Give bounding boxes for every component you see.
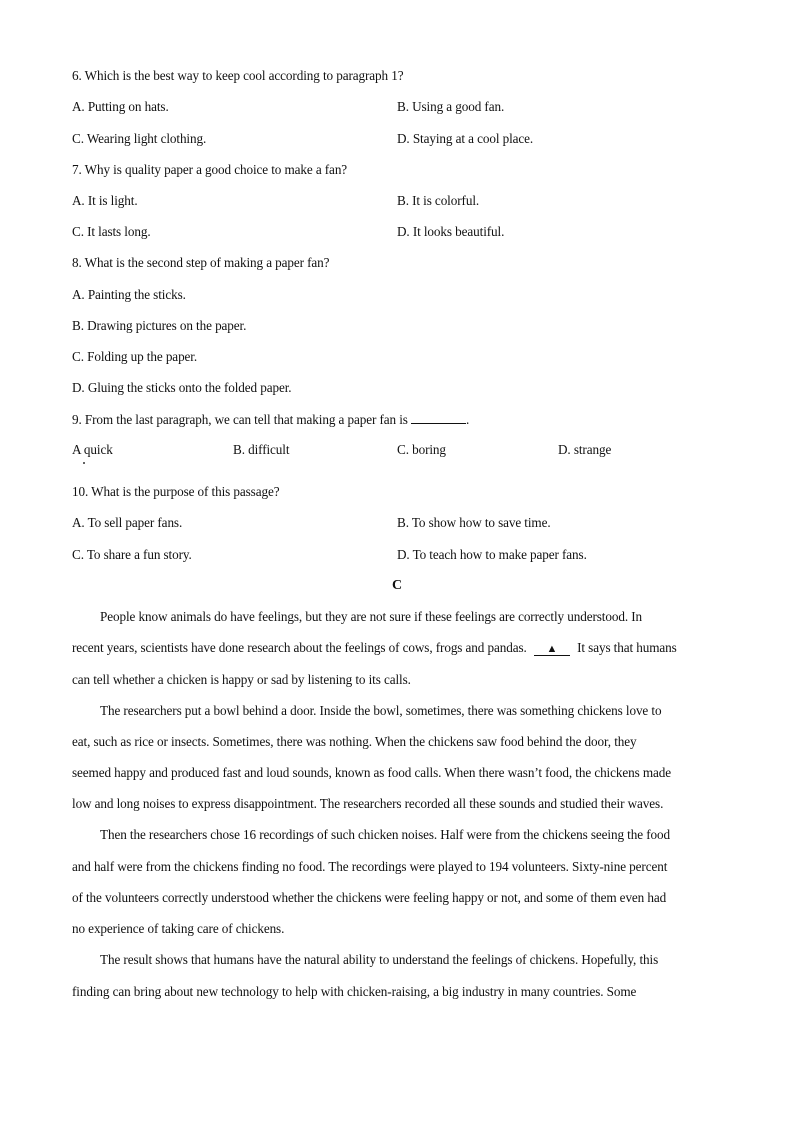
passage-p1-line2-b: It says that humans xyxy=(577,640,677,655)
passage-p4-line1: The result shows that humans have the natural ability to understand the feelings of chickens. Hopefully, this xyxy=(100,952,659,967)
question-8-option-b: B. Drawing pictures on the paper. xyxy=(72,318,247,333)
section-title: C xyxy=(391,578,402,593)
question-7-stem: 7. Why is quality paper a good choice to make a fan? xyxy=(72,162,348,177)
passage-p1-line2-a: recent years, scientists have done research about the feelings of cows, frogs and pandas. xyxy=(72,640,527,655)
question-9-stem: 9. From the last paragraph, we can tell that making a paper fan is xyxy=(72,412,408,427)
question-9-stem-line xyxy=(72,411,469,428)
question-8-option-c: C. Folding up the paper. xyxy=(72,349,198,364)
passage-p2-line2: eat, such as rice or insects. Sometimes, there was nothing. When the chickens saw food behind the door, they xyxy=(72,734,637,749)
question-8-stem: 8. What is the second step of making a paper fan? xyxy=(72,255,330,270)
passage-p3-line1: Then the researchers chose 16 recordings of such chicken noises. Half were from the chickens seeing the food xyxy=(100,827,670,842)
question-9-stem-end: . xyxy=(466,412,470,427)
question-10-option-c: C. To share a fun story. xyxy=(72,547,192,562)
question-7-option-a: A. It is light. xyxy=(72,193,138,208)
passage-p3-line3: of the volunteers correctly understood whether the chickens were feeling happy or not, and some of them even had xyxy=(72,890,667,905)
question-8-option-d: D. Gluing the sticks onto the folded paper. xyxy=(72,380,292,395)
question-6-option-c: C. Wearing light clothing. xyxy=(72,131,207,146)
question-9-option-b: B. difficult xyxy=(233,442,290,457)
question-10-stem: 10. What is the purpose of this passage? xyxy=(72,484,280,499)
question-9-option-a: A quick xyxy=(72,442,113,457)
question-9-option-d: D. strange xyxy=(558,442,612,457)
passage-p3-line2: and half were from the chickens finding no food. The recordings were played to 194 volunteers. Sixty-nine percent xyxy=(72,859,668,874)
question-10-option-b: B. To show how to save time. xyxy=(397,515,551,530)
passage-p1-line2 xyxy=(72,640,677,656)
passage-p2-line3: seemed happy and produced fast and loud sounds, known as food calls. When there wasn’t food, the chickens made xyxy=(72,765,672,780)
question-10-option-d: D. To teach how to make paper fans. xyxy=(397,547,587,562)
scan-dot xyxy=(83,462,85,464)
question-6-option-d: D. Staying at a cool place. xyxy=(397,131,534,146)
question-6-option-b: B. Using a good fan. xyxy=(397,99,505,114)
passage-p2-line4: low and long noises to express disappointment. The researchers recorded all these sounds and studied their waves. xyxy=(72,796,664,811)
answer-blank-triangle: ▲ xyxy=(534,643,570,656)
answer-blank xyxy=(411,411,466,424)
passage-p3-line4: no experience of taking care of chickens. xyxy=(72,921,285,936)
question-10-option-a: A. To sell paper fans. xyxy=(72,515,183,530)
question-8-option-a: A. Painting the sticks. xyxy=(72,287,186,302)
question-7-option-b: B. It is colorful. xyxy=(397,193,480,208)
question-9-option-c: C. boring xyxy=(397,442,446,457)
question-6-stem: 6. Which is the best way to keep cool according to paragraph 1? xyxy=(72,68,404,83)
passage-p2-line1: The researchers put a bowl behind a door. Inside the bowl, sometimes, there was something chickens love to xyxy=(100,703,662,718)
question-7-option-d: D. It looks beautiful. xyxy=(397,224,505,239)
question-6-option-a: A. Putting on hats. xyxy=(72,99,169,114)
passage-p1-line3: can tell whether a chicken is happy or sad by listening to its calls. xyxy=(72,672,411,687)
passage-p4-line2: finding can bring about new technology to help with chicken-raising, a big industry in many countries. Some xyxy=(72,984,637,999)
passage-p1-line1: People know animals do have feelings, but they are not sure if these feelings are correctly understood. In xyxy=(100,609,643,624)
question-7-option-c: C. It lasts long. xyxy=(72,224,151,239)
